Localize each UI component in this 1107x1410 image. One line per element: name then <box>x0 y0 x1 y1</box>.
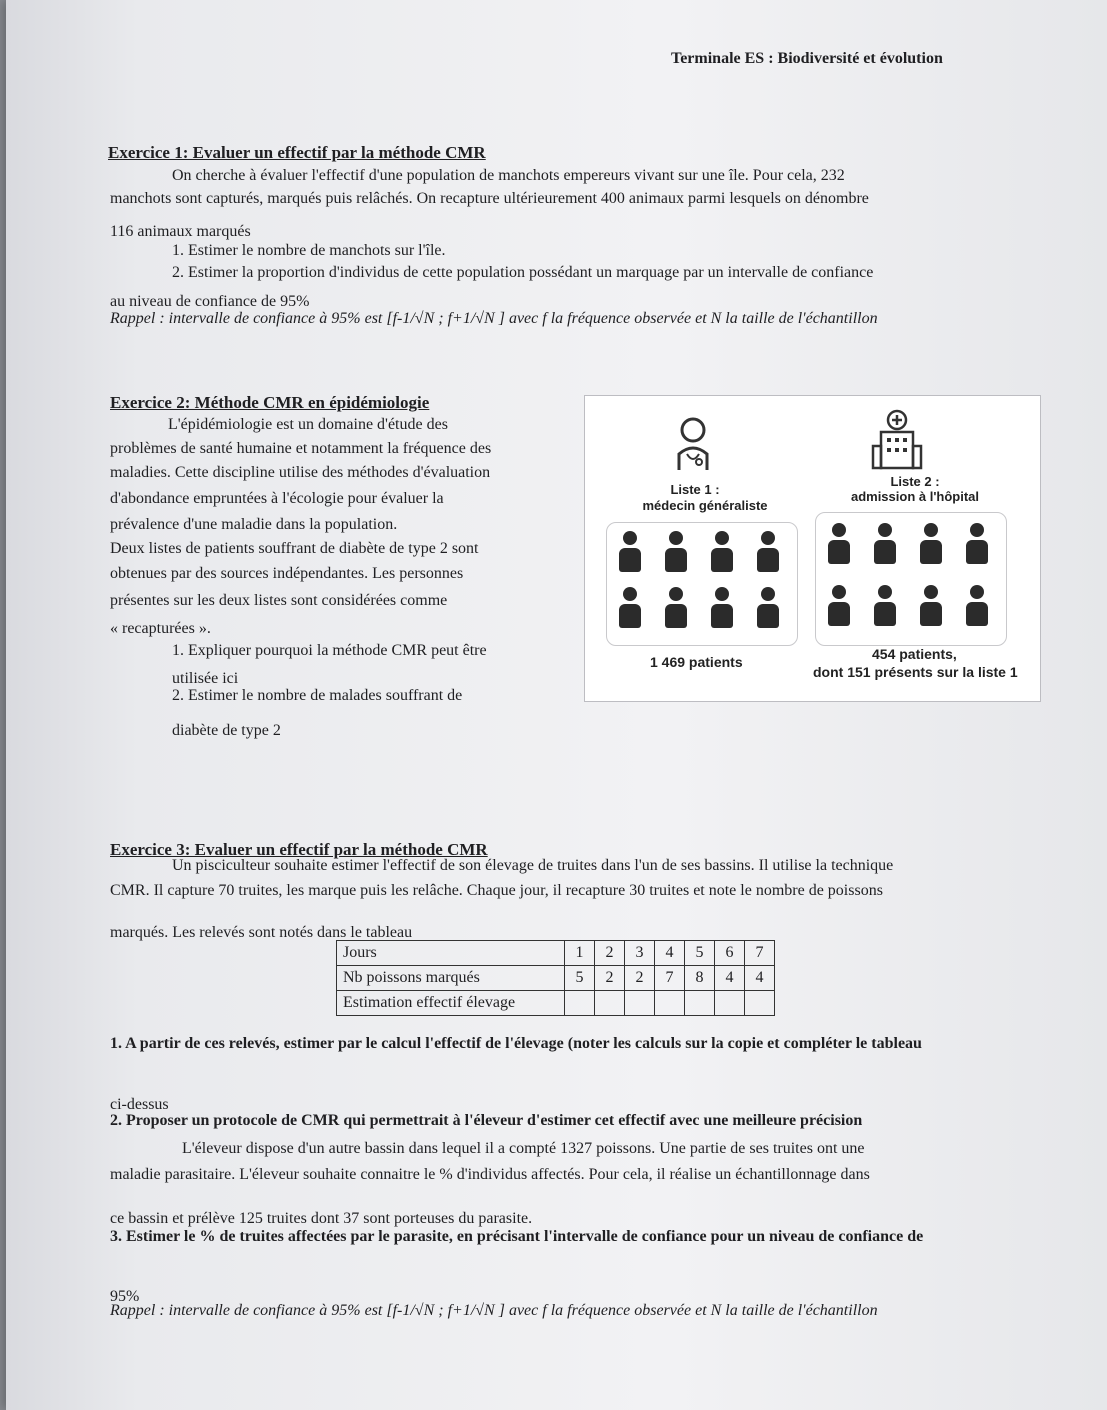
patient-lists-figure <box>584 395 1041 702</box>
table-cell-empty[interactable] <box>745 991 775 1016</box>
table-cell: 2 <box>625 966 655 991</box>
patient-icon <box>757 587 779 631</box>
exercise-3-reminder: Rappel : intervalle de confiance à 95% est [f-1/√N ; f+1/√N ] avec f la fréquence observée et N la taille de l'échantillon <box>110 1302 878 1319</box>
exercise-2-line-4: d'abondance empruntées à l'écologie pour évaluer la <box>110 490 444 507</box>
exercise-3-heading: Exercice 3: Evaluer un effectif par la méthode CMR <box>110 840 488 859</box>
exercise-3-paragraph-line-2: maladie parasitaire. L'éleveur souhaite connaitre le % d'individus affectés. Pour cela, il réalise un échantillonnage dans <box>110 1166 870 1183</box>
exercise-2-question-2-cont: diabète de type 2 <box>172 722 281 739</box>
table-cell-empty[interactable] <box>685 991 715 1016</box>
exercise-3-line-1: Un pisciculteur souhaite estimer l'effectif de son élevage de truites dans l'un de ses bassins. Il utilise la technique <box>172 857 894 874</box>
list-2-title: Liste 2 : <box>890 474 940 489</box>
exercise-2-line-8: présentes sur les deux listes sont considérées comme <box>110 592 448 609</box>
patient-icon <box>665 531 687 575</box>
list-1-title: Liste 1 : <box>670 482 720 497</box>
exercise-3-line-3: marqués. Les relevés sont notés dans le tableau <box>110 924 413 941</box>
table-row <box>337 966 775 991</box>
patient-icon <box>874 523 896 567</box>
exercise-2-question-1: 1. Expliquer pourquoi la méthode CMR peut être <box>172 642 487 659</box>
hospital-icon <box>871 408 923 470</box>
table-cell: 4 <box>715 966 745 991</box>
patient-icon <box>619 587 641 631</box>
table-cell: 7 <box>655 966 685 991</box>
table-cell: 4 <box>745 966 775 991</box>
list-2-patients-box <box>815 512 1007 646</box>
list-2-note: dont 151 présents sur la liste 1 <box>813 664 1018 680</box>
exercise-1-reminder: Rappel : intervalle de confiance à 95% est [f-1/√N ; f+1/√N ] avec f la fréquence observée et N la taille de l'échantillon <box>110 310 878 327</box>
patient-icon <box>920 523 942 567</box>
table-cell-empty[interactable] <box>715 991 745 1016</box>
table-cell: 5 <box>565 966 595 991</box>
patient-icon <box>619 531 641 575</box>
exercise-3-paragraph-line-1: L'éleveur dispose d'un autre bassin dans lequel il a compté 1327 poissons. Une partie de ses truites ont une <box>182 1140 865 1157</box>
exercise-1-line-1: On cherche à évaluer l'effectif d'une population de manchots empereurs vivant sur une île. Pour cela, 232 <box>172 167 845 184</box>
exercise-2-line-9: « recapturées ». <box>110 620 211 637</box>
table-cell-empty[interactable] <box>655 991 685 1016</box>
table-header-estimate: Estimation effectif élevage <box>337 991 565 1016</box>
patient-icon <box>711 587 733 631</box>
patient-icon <box>711 531 733 575</box>
exercise-2-line-5: prévalence d'une maladie dans la population. <box>110 516 398 533</box>
patient-icon <box>828 585 850 629</box>
exercise-3-paragraph-line-3: ce bassin et prélève 125 truites dont 37 sont porteuses du parasite. <box>110 1210 533 1227</box>
table-cell-empty[interactable] <box>625 991 655 1016</box>
exercise-1-question-2-cont: au niveau de confiance de 95% <box>110 293 310 310</box>
table-row <box>337 991 775 1016</box>
exercise-3-question-3: 3. Estimer le % de truites affectées par le parasite, en précisant l'intervalle de confiance pour un niveau de confiance de <box>110 1228 924 1245</box>
patient-icon <box>828 523 850 567</box>
table-cell-empty[interactable] <box>595 991 625 1016</box>
patient-icon <box>920 585 942 629</box>
exercise-1-question-2: 2. Estimer la proportion d'individus de cette population possédant un marquage par un intervalle de confiance <box>172 264 874 281</box>
trout-records-table <box>336 940 775 1016</box>
exercise-3-question-3-cont: 95% <box>110 1288 140 1305</box>
exercise-1-question-1: 1. Estimer le nombre de manchots sur l'île. <box>172 242 446 259</box>
list-2-count: 454 patients, <box>872 646 957 662</box>
exercise-3-question-1: 1. A partir de ces relevés, estimer par le calcul l'effectif de l'élevage (noter les calculs sur la copie et compléter le tableau <box>110 1035 922 1052</box>
exercise-2-line-6: Deux listes de patients souffrant de diabète de type 2 sont <box>110 540 479 557</box>
table-cell: 4 <box>655 941 685 966</box>
table-cell: 3 <box>625 941 655 966</box>
exercise-3-line-2: CMR. Il capture 70 truites, les marque puis les relâche. Chaque jour, il recapture 30 truites et note le nombre de poissons <box>110 882 883 899</box>
list-1-subtitle: médecin généraliste <box>642 498 768 513</box>
list-1-count: 1 469 patients <box>650 654 743 670</box>
patient-icon <box>966 585 988 629</box>
exercise-2-heading: Exercice 2: Méthode CMR en épidémiologie <box>110 393 430 412</box>
table-cell: 2 <box>595 941 625 966</box>
patient-icon <box>874 585 896 629</box>
exercise-2-line-7: obtenues par des sources indépendantes. Les personnes <box>110 565 464 582</box>
doctor-icon <box>669 414 717 470</box>
list-1-patients-box <box>606 522 798 646</box>
exercise-2-line-3: maladies. Cette discipline utilise des méthodes d'évaluation <box>110 464 491 481</box>
table-cell: 7 <box>745 941 775 966</box>
exercise-3-question-2: 2. Proposer un protocole de CMR qui permettrait à l'éleveur d'estimer cet effectif avec une meilleure précision <box>110 1112 863 1129</box>
table-cell: 2 <box>595 966 625 991</box>
exercise-2-line-1: L'épidémiologie est un domaine d'étude des <box>168 416 448 433</box>
patient-icon <box>665 587 687 631</box>
exercise-2-question-1-cont: utilisée ici <box>172 670 239 687</box>
patient-icon <box>757 531 779 575</box>
table-row <box>337 941 775 966</box>
exercise-2-line-2: problèmes de santé humaine et notamment la fréquence des <box>110 440 492 457</box>
exercise-1-line-3: 116 animaux marqués <box>110 223 251 240</box>
table-cell: 8 <box>685 966 715 991</box>
table-cell-empty[interactable] <box>565 991 595 1016</box>
table-header-days: Jours <box>337 941 565 966</box>
worksheet-page <box>6 0 1107 1410</box>
exercise-1-line-2: manchots sont capturés, marqués puis relâchés. On recapture ultérieurement 400 animaux parmi lesquels on dénombre <box>110 190 869 207</box>
list-2-subtitle: admission à l'hôpital <box>850 489 980 504</box>
table-cell: 6 <box>715 941 745 966</box>
table-cell: 5 <box>685 941 715 966</box>
patient-icon <box>966 523 988 567</box>
table-cell: 1 <box>565 941 595 966</box>
table-header-marked: Nb poissons marqués <box>337 966 565 991</box>
exercise-2-question-2: 2. Estimer le nombre de malades souffrant de <box>172 687 463 704</box>
exercise-3-question-1-cont: ci-dessus <box>110 1096 169 1113</box>
exercise-1-heading: Exercice 1: Evaluer un effectif par la méthode CMR <box>108 143 486 162</box>
document-title: Terminale ES : Biodiversité et évolution <box>671 50 943 67</box>
